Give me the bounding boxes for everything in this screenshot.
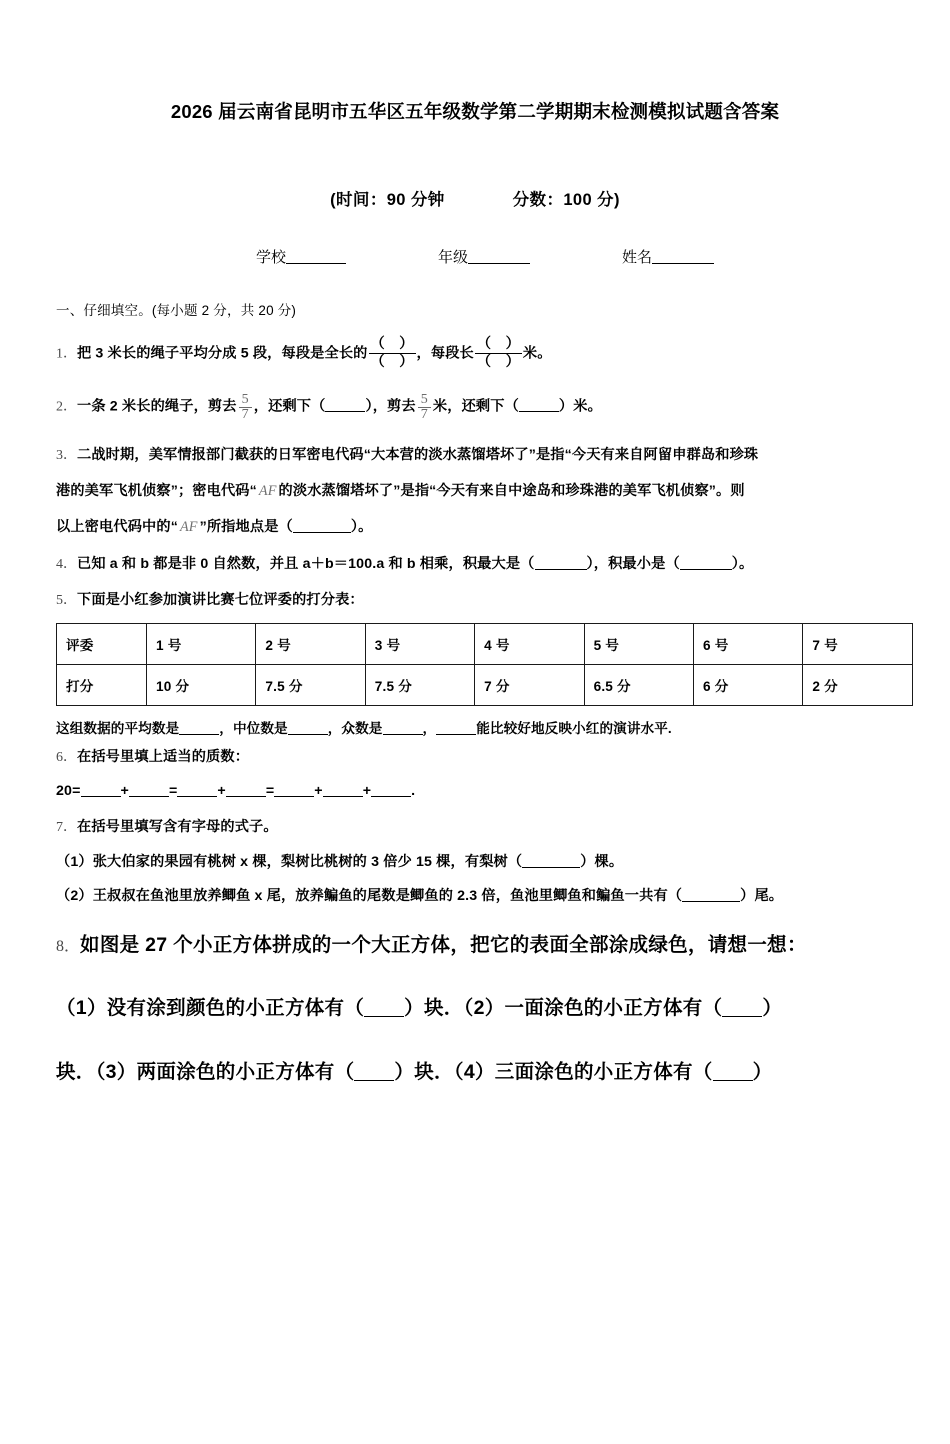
question-2-text-e: ）米。 bbox=[558, 398, 602, 415]
grade-label: 年级 bbox=[437, 249, 468, 267]
question-1-fraction-2 bbox=[475, 337, 522, 371]
score-cell: 6 分 bbox=[693, 664, 802, 705]
q8-line2-a: （1）没有涂到颜色的小正方体有（ bbox=[56, 997, 365, 1020]
name-field bbox=[622, 246, 714, 267]
question-3-text-line1: 二战时期，美军情报部门截获的日军密电代码“大本营的淡水蒸馏塔坏了”是指“今天有来自阿留申群岛和珍珠 bbox=[77, 446, 759, 463]
fraction-denominator[interactable]: （ ） bbox=[476, 354, 520, 371]
name-blank[interactable] bbox=[652, 249, 714, 264]
question-8-line-3 bbox=[56, 1057, 894, 1087]
row-header-judges: 评委 bbox=[57, 623, 147, 664]
school-label: 学校 bbox=[255, 249, 286, 267]
score-cell: 7.5 分 bbox=[365, 664, 474, 705]
q5-blank-median[interactable] bbox=[288, 721, 328, 734]
eq-op-3: + bbox=[217, 783, 226, 800]
question-8 bbox=[56, 930, 894, 1087]
question-7-number: 7． bbox=[56, 820, 77, 836]
eq-blank-6[interactable] bbox=[323, 784, 363, 798]
question-3-text-line3c: ）。 bbox=[350, 519, 373, 536]
fraction-numerator: 5 bbox=[239, 393, 252, 408]
question-6 bbox=[56, 746, 894, 804]
fraction-numerator[interactable]: （ ） bbox=[369, 337, 416, 354]
question-5-number: 5． bbox=[56, 593, 77, 609]
eq-blank-5[interactable] bbox=[274, 784, 314, 798]
q8-blank-2[interactable] bbox=[722, 1000, 762, 1018]
exam-meta-line bbox=[56, 186, 894, 210]
judge-cell: 3 号 bbox=[365, 623, 474, 664]
question-1-text-c: 米。 bbox=[522, 345, 552, 362]
question-2-fraction-2 bbox=[418, 393, 431, 422]
eq-start: 20= bbox=[56, 783, 81, 800]
fraction-numerator[interactable]: （ ） bbox=[475, 337, 522, 354]
question-1-number: 1． bbox=[56, 346, 77, 362]
question-3-line-1 bbox=[56, 444, 894, 468]
question-3-number: 3． bbox=[56, 447, 77, 463]
question-3-text-line3a: 以上密电代码中的“ bbox=[56, 519, 178, 536]
eq-op-6: + bbox=[362, 783, 372, 800]
table-row-judges bbox=[57, 623, 913, 664]
question-3-line-3 bbox=[56, 516, 894, 539]
exam-score-label: 分数：100 分) bbox=[512, 191, 620, 210]
question-3-text-line2a: 港的美军飞机侦察”；密电代码“ bbox=[56, 483, 257, 500]
judge-cell: 7 号 bbox=[803, 623, 912, 664]
question-6-number: 6． bbox=[56, 749, 77, 765]
question-6-text: 在括号里填上适当的质数： bbox=[77, 748, 250, 765]
q5-blank-best[interactable] bbox=[436, 721, 476, 734]
q5-followup-c: ，众数是 bbox=[327, 720, 383, 736]
name-label: 姓名 bbox=[622, 249, 653, 267]
question-2-blank-2[interactable] bbox=[519, 399, 559, 413]
score-cell: 7.5 分 bbox=[256, 664, 365, 705]
question-4-number: 4． bbox=[56, 557, 77, 573]
table-row-scores bbox=[57, 664, 913, 705]
student-info-row bbox=[56, 246, 894, 267]
eq-blank-4[interactable] bbox=[226, 784, 266, 798]
q7-sub1-a: （1）张大伯家的果园有桃树 x 棵，梨树比桃树的 3 倍少 15 棵，有梨树（ bbox=[56, 854, 523, 871]
judge-cell: 2 号 bbox=[256, 623, 365, 664]
question-3-blank[interactable] bbox=[293, 520, 351, 534]
question-2-blank-1[interactable] bbox=[325, 399, 365, 413]
eq-blank-2[interactable] bbox=[129, 784, 169, 798]
school-blank[interactable] bbox=[286, 249, 346, 264]
question-8-stem bbox=[56, 930, 894, 960]
fraction-numerator: 5 bbox=[418, 393, 431, 408]
eq-op-4: = bbox=[265, 783, 275, 800]
question-1-fraction-1 bbox=[369, 337, 416, 371]
question-8-number: 8． bbox=[56, 938, 81, 956]
question-7-sub-1 bbox=[56, 851, 894, 874]
q5-blank-mode[interactable] bbox=[383, 721, 423, 734]
q5-followup-d: ， bbox=[422, 720, 437, 736]
exam-time-label: (时间：90 分钟 bbox=[330, 191, 445, 210]
school-field bbox=[256, 246, 346, 267]
question-7-stem bbox=[56, 816, 894, 840]
score-cell: 10 分 bbox=[147, 664, 256, 705]
question-2-number: 2． bbox=[56, 399, 77, 415]
score-cell: 6.5 分 bbox=[584, 664, 693, 705]
eq-blank-1[interactable] bbox=[81, 784, 121, 798]
question-4-blank-2[interactable] bbox=[680, 557, 732, 571]
question-6-stem bbox=[56, 746, 894, 770]
question-7 bbox=[56, 816, 894, 908]
q7-sub1-blank[interactable] bbox=[522, 854, 580, 868]
eq-end: . bbox=[411, 783, 416, 800]
eq-blank-3[interactable] bbox=[177, 784, 217, 798]
eq-op-1: + bbox=[120, 783, 129, 800]
eq-op-5: + bbox=[314, 783, 323, 800]
grade-field bbox=[438, 246, 530, 267]
q8-blank-3[interactable] bbox=[354, 1063, 394, 1081]
grade-blank[interactable] bbox=[468, 249, 530, 264]
eq-op-2: = bbox=[168, 783, 178, 800]
question-4-blank-1[interactable] bbox=[535, 557, 587, 571]
question-2 bbox=[56, 393, 894, 422]
score-cell: 2 分 bbox=[803, 664, 912, 705]
question-2-text-a: 一条 2 米长的绳子，剪去 bbox=[77, 398, 237, 415]
question-5 bbox=[56, 589, 894, 613]
q5-followup-a: 这组数据的平均数是 bbox=[56, 720, 180, 736]
code-af-1: AF bbox=[258, 483, 277, 500]
question-2-text-c: ），剪去 bbox=[365, 398, 416, 415]
question-4 bbox=[56, 553, 894, 577]
row-header-scores: 打分 bbox=[57, 664, 147, 705]
judges-score-table bbox=[56, 623, 913, 706]
q8-line3-a: 块．（3）两面涂色的小正方体有（ bbox=[56, 1060, 355, 1083]
question-5-followup bbox=[56, 717, 894, 737]
question-1 bbox=[56, 337, 894, 371]
q8-line2-c: ） bbox=[762, 997, 783, 1020]
question-4-text-a: 已知 a 和 b 都是非 0 自然数，并且 a＋b＝100.a 和 b 相乘，积最大是（ bbox=[77, 556, 535, 573]
question-6-equation bbox=[56, 780, 894, 803]
question-2-text-d: 米，还剩下（ bbox=[432, 398, 519, 415]
fraction-denominator: 7 bbox=[241, 406, 249, 422]
question-1-text-a: 把 3 米长的绳子平均分成 5 段，每段是全长的 bbox=[77, 345, 368, 362]
q8-blank-1[interactable] bbox=[364, 1000, 404, 1018]
fraction-denominator: 7 bbox=[420, 406, 428, 422]
q5-followup-b: ，中位数是 bbox=[219, 720, 288, 736]
q7-sub1-b: ）棵。 bbox=[580, 854, 624, 871]
q8-line3-c: ） bbox=[752, 1060, 773, 1083]
score-cell: 7 分 bbox=[475, 664, 584, 705]
q7-sub2-b: ）尾。 bbox=[740, 888, 784, 905]
question-8-line-2 bbox=[56, 993, 894, 1023]
question-1-text-b: ，每段长 bbox=[416, 345, 474, 362]
question-3 bbox=[56, 444, 894, 540]
question-3-line-2 bbox=[56, 480, 894, 503]
q7-sub2-a: （2）王叔叔在鱼池里放养鲫鱼 x 尾，放养鳊鱼的尾数是鲫鱼的 2.3 倍，鱼池里鲫鱼和鳊鱼一共有（ bbox=[56, 888, 683, 905]
question-7-sub-2 bbox=[56, 885, 894, 908]
q8-blank-4[interactable] bbox=[713, 1063, 753, 1081]
question-8-text: 如图是 27 个小正方体拼成的一个大正方体，把它的表面全部涂成绿色，请想一想： bbox=[80, 934, 807, 957]
question-3-text-line3b: ”所指地点是（ bbox=[199, 519, 293, 536]
judge-cell: 5 号 bbox=[584, 623, 693, 664]
fraction-denominator[interactable]: （ ） bbox=[370, 354, 414, 371]
page-title: 2026 届云南省昆明市五华区五年级数学第二学期期末检测模拟试题含答案 bbox=[170, 101, 780, 122]
eq-blank-7[interactable] bbox=[371, 784, 411, 798]
exam-page bbox=[0, 100, 950, 1444]
judge-cell: 1 号 bbox=[147, 623, 256, 664]
question-7-text: 在括号里填写含有字母的式子。 bbox=[77, 819, 278, 836]
q5-blank-mean[interactable] bbox=[179, 721, 219, 734]
judge-cell: 6 号 bbox=[693, 623, 802, 664]
q8-line3-b: ）块．（4）三面涂色的小正方体有（ bbox=[394, 1060, 713, 1083]
question-3-text-line2b: 的淡水蒸馏塔坏了”是指“今天有来自中途岛和珍珠港的美军飞机侦察”。则 bbox=[278, 483, 745, 500]
code-af-2: AF bbox=[179, 519, 198, 536]
question-2-fraction-1 bbox=[239, 393, 252, 422]
q8-line2-b: ）块．（2）一面涂色的小正方体有（ bbox=[404, 997, 723, 1020]
question-4-text-b: ），积最小是（ bbox=[586, 556, 680, 573]
question-4-text-c: ）。 bbox=[731, 556, 754, 573]
q5-followup-e: 能比较好地反映小红的演讲水平. bbox=[476, 720, 672, 736]
question-2-text-b: ，还剩下（ bbox=[253, 398, 326, 415]
question-5-text: 下面是小红参加演讲比赛七位评委的打分表： bbox=[77, 592, 364, 609]
q7-sub2-blank[interactable] bbox=[682, 888, 740, 902]
section-one-heading: 一、仔细填空。(每小题 2 分，共 20 分) bbox=[56, 303, 297, 319]
judge-cell: 4 号 bbox=[475, 623, 584, 664]
